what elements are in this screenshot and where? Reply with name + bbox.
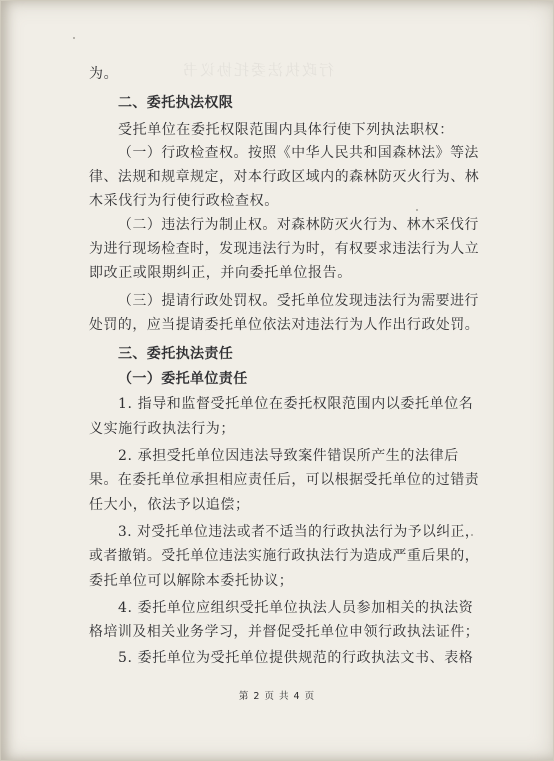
text-line: 格培训及相关业务学习，并督促受托单位申领行政执法证件； xyxy=(89,624,480,640)
text-line: 委托单位可以解除本委托协议； xyxy=(89,573,294,589)
text-line: 即改正或限期纠正，并向委托单位报告。 xyxy=(89,265,352,281)
text-line: 4. 委托单位应组织受托单位执法人员参加相关的执法资 xyxy=(118,600,474,616)
text-line: 为进行现场检查时，发现违法行为时，有权要求违法行为人立 xyxy=(89,241,480,257)
text-line: 律、法规和规章规定，对本行政区域内的森林防灭火行为、林 xyxy=(89,169,480,185)
text-line: 1. 指导和监督受托单位在委托权限范围内以委托单位名 xyxy=(118,396,474,412)
bleed-through-text: 行政执法委托协议书 xyxy=(181,61,335,79)
section-heading: 二、委托执法权限 xyxy=(118,95,234,111)
scan-speck xyxy=(73,37,75,39)
section-heading: 三、委托执法责任 xyxy=(118,346,234,362)
text-line: 3. 对受托单位违法或者不适当的行政执法行为予以纠正， xyxy=(118,524,480,540)
scan-speck xyxy=(416,209,418,211)
text-line: 或者撤销。受托单位违法实施行政执法行为造成严重后果的， xyxy=(89,548,480,564)
text-line: 任大小，依法予以追偿； xyxy=(89,497,250,513)
text-line: 果。在委托单位承担相应责任后，可以根据受托单位的过错责 xyxy=(89,472,480,488)
subsection-heading: （一）委托单位责任 xyxy=(118,371,248,387)
text-line: （三）提请行政处罚权。受托单位发现违法行为需要进行 xyxy=(118,293,479,309)
scanned-page xyxy=(1,1,553,760)
page-number-footer: 第 2 页 共 4 页 xyxy=(238,691,316,702)
text-line: 2. 承担受托单位因违法导致案件错误所产生的法律后 xyxy=(118,448,459,464)
text-line: 处罚的，应当提请委托单位依法对违法行为人作出行政处罚。 xyxy=(89,317,480,333)
text-line: 受托单位在委托权限范围内具体行使下列执法职权： xyxy=(118,122,454,138)
text-line: 木采伐行为行使行政检查权。 xyxy=(89,193,279,209)
text-line: （一）行政检查权。按照《中华人民共和国森林法》等法 xyxy=(118,145,479,161)
text-line: （二）违法行为制止权。对森林防灭火行为、林木采伐行 xyxy=(118,217,479,233)
text-line: 义实施行政执法行为； xyxy=(89,421,235,437)
text-line: 5. 委托单位为受托单位提供规范的行政执法文书、表格 xyxy=(118,650,474,666)
text-line: 为。 xyxy=(89,66,119,82)
